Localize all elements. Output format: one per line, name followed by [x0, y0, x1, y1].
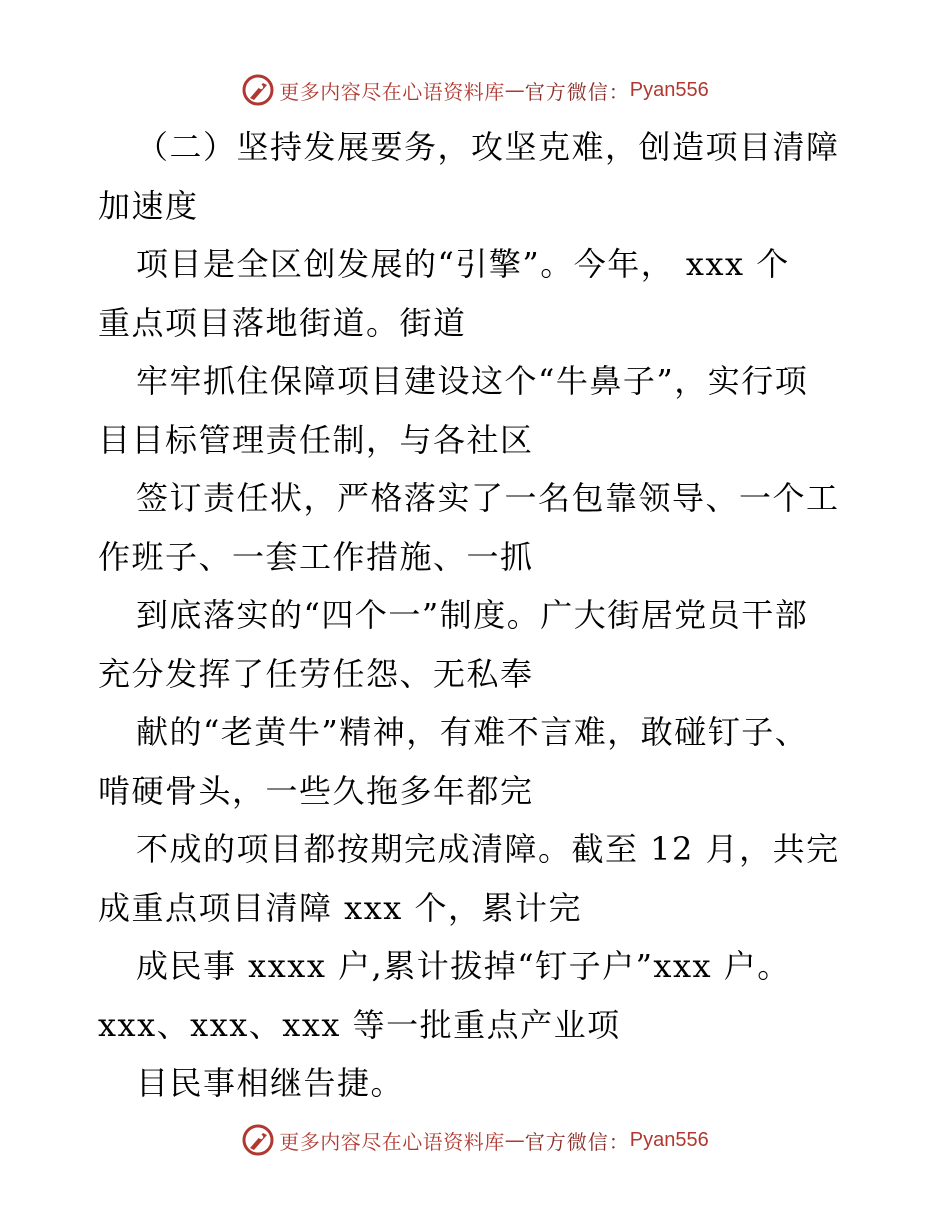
- footer-banner: [0, 1120, 950, 1160]
- banner-wechat-label: 官方微信：: [524, 79, 630, 104]
- banner-wechat-label: 官方微信：: [524, 1129, 630, 1154]
- banner-account: Pyan556: [629, 78, 709, 101]
- pen-logo-icon: [241, 73, 275, 107]
- text-line: 加速度: [98, 186, 199, 225]
- body-text: [98, 118, 858, 1113]
- text-line: 牢牢抓住保障项目建设这个“牛鼻子”，实行项: [136, 362, 809, 400]
- text-line: 充分发挥了任劳任怨、无私奉: [98, 654, 534, 693]
- banner-dash: —: [504, 78, 525, 102]
- text-line: 成民事 xxxx 户,累计拔掉“钉子户”xxx 户。: [136, 947, 791, 985]
- text-line: 成重点项目清障 xxx 个，累计完: [98, 888, 582, 927]
- text-line: 不成的项目都按期完成清障。截至 12 月，共完: [136, 830, 840, 868]
- header-banner: [0, 70, 950, 110]
- banner-brand: 更多内容尽在心语资料库: [279, 79, 505, 104]
- text-line: xxx、xxx、xxx 等一批重点产业项: [98, 1005, 621, 1044]
- banner-brand: 更多内容尽在心语资料库: [279, 1129, 505, 1154]
- text-line: 作班子、一套工作措施、一抓: [98, 537, 534, 576]
- text-line: 啃硬骨头，一些久拖多年都完: [98, 771, 534, 810]
- text-line: 签订责任状，严格落实了一名包靠领导、一个工: [136, 479, 840, 517]
- text-line: 重点项目落地街道。街道: [98, 303, 467, 342]
- banner-dash: —: [504, 1128, 525, 1152]
- banner-account: Pyan556: [629, 1128, 709, 1151]
- pen-logo-icon: [241, 1123, 275, 1157]
- text-line: 目目标管理责任制，与各社区: [98, 420, 534, 459]
- text-line: （二）坚持发展要务，攻坚克难，创造项目清障: [136, 128, 840, 166]
- text-line: 目民事相继告捷。: [136, 1064, 405, 1102]
- text-line: 项目是全区创发展的“引擎”。今年， xxx 个: [136, 245, 790, 283]
- text-line: 到底落实的“四个一”制度。广大街居党员干部: [136, 596, 809, 634]
- text-line: 献的“老黄牛”精神，有难不言难，敢碰钉子、: [136, 713, 809, 751]
